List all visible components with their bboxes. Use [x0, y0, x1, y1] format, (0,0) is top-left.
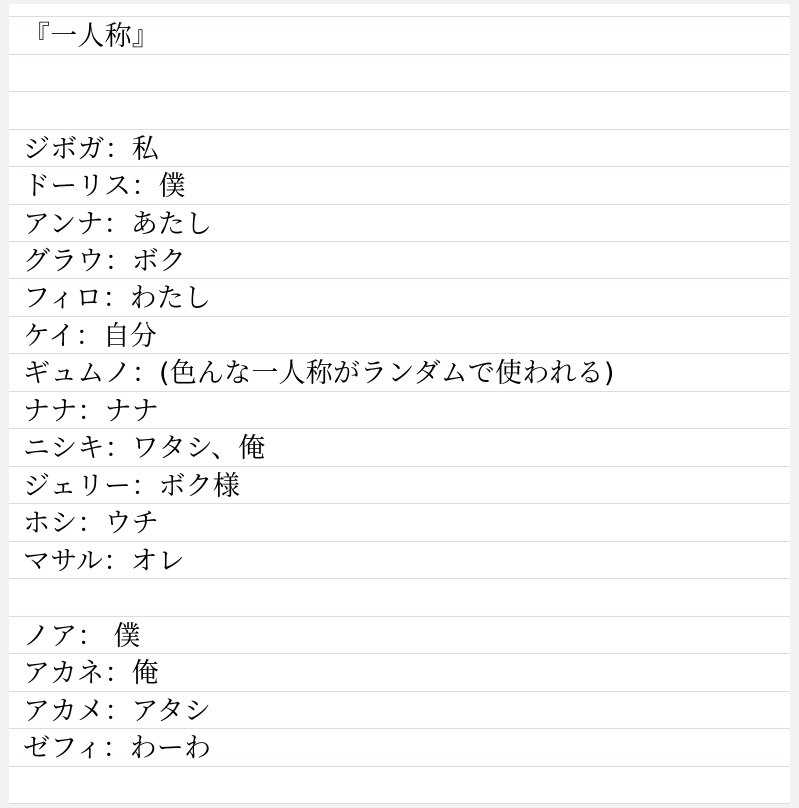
entry-line: ナナ：ナナ: [9, 392, 790, 429]
ruled-line: [9, 4, 790, 17]
entry-line: ギュムノ：(色んな一人称がランダムで使われる): [9, 354, 790, 391]
entry-line: アンナ：あたし: [9, 205, 790, 242]
entry-line: ケイ：自分: [9, 317, 790, 354]
entry-line: アカネ：俺: [9, 654, 790, 691]
entry-line: ドーリス：僕: [9, 167, 790, 204]
entry-line: ノア： 僕: [9, 617, 790, 654]
ruled-line: [9, 55, 790, 92]
entry-line: ホシ：ウチ: [9, 504, 790, 541]
section-title: 『一人称』: [9, 17, 790, 54]
entry-line: マサル：オレ: [9, 542, 790, 579]
text-sheet: [9, 4, 790, 804]
entry-line: ジェリー：ボク様: [9, 467, 790, 504]
ruled-line: [9, 767, 790, 804]
entry-line: ジボガ：私: [9, 130, 790, 167]
entry-line: フィロ：わたし: [9, 279, 790, 316]
ruled-line: [9, 579, 790, 616]
entry-line: ニシキ：ワタシ、俺: [9, 429, 790, 466]
entry-line: グラウ：ボク: [9, 242, 790, 279]
entry-line: アカメ：アタシ: [9, 692, 790, 729]
entry-line: ゼフィ：わーわ: [9, 729, 790, 766]
ruled-line: [9, 92, 790, 129]
